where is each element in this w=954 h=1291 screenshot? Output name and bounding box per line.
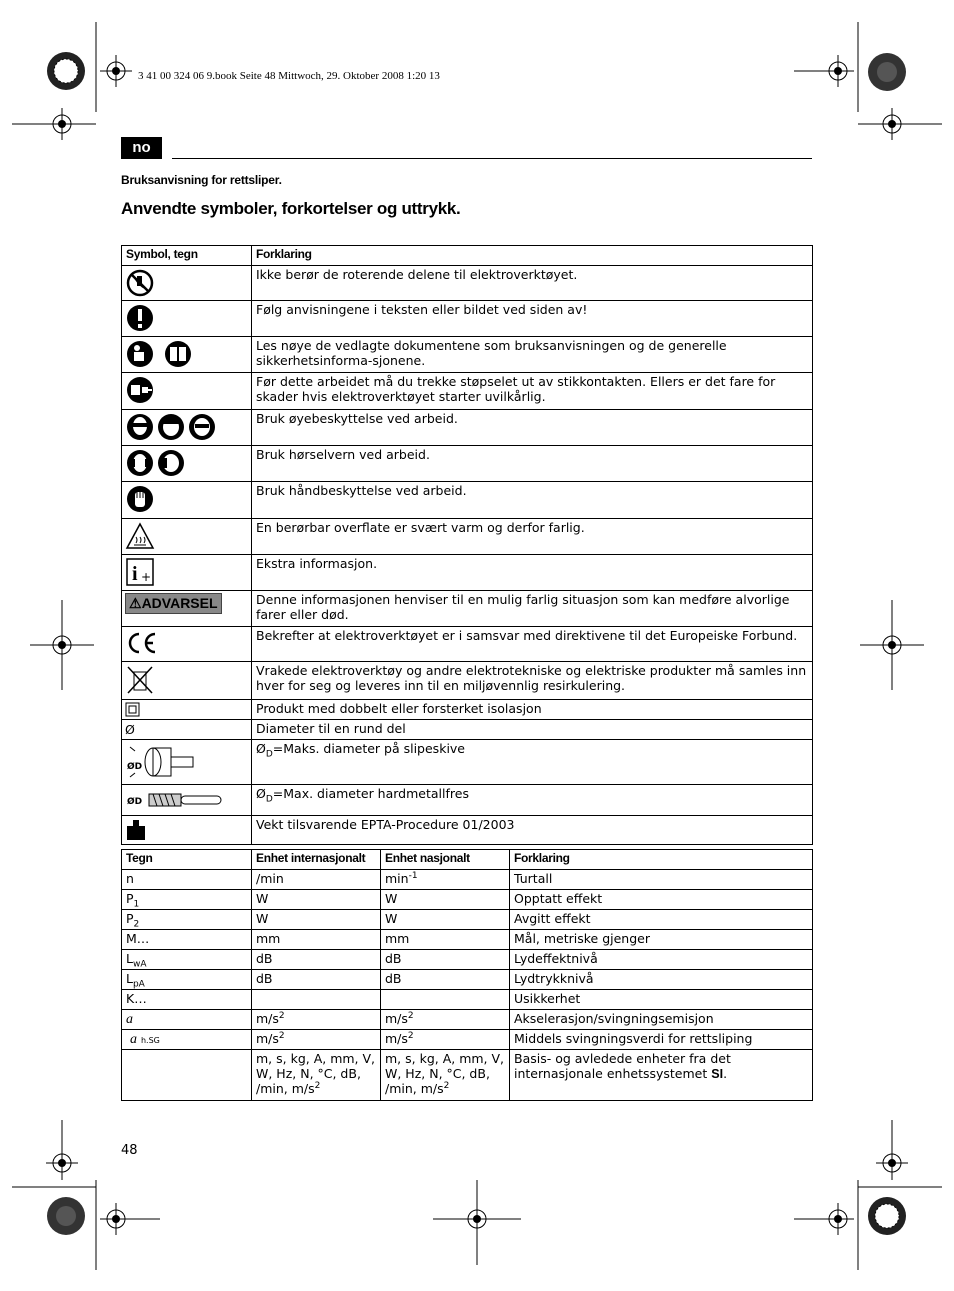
unplug-icon: [125, 375, 155, 405]
table-row: [122, 740, 813, 785]
sign-cell: a h.SG: [122, 1030, 252, 1050]
table-row: [122, 970, 813, 990]
international-unit-cell: W: [252, 910, 381, 930]
ce-mark-icon: [125, 629, 159, 657]
explanation-cell: Ikke berør de roterende delene til elektroverktøyet.: [252, 266, 813, 301]
explanation-cell: Bekrefter at elektroverktøyet er i samsvar med direktivene til det Europeiske Forbund.: [252, 627, 813, 662]
international-unit-cell: $m/s^2$: [252, 1030, 381, 1050]
table-row: [122, 1010, 813, 1030]
international-unit-cell: [252, 990, 381, 1010]
explanation-cell: Diameter til en rund del: [252, 720, 813, 740]
page-number: 48: [121, 1143, 138, 1158]
table-row: [122, 990, 813, 1010]
explanation-cell: Vrakede elektroverktøy og andre elektrotekniske og elektriske produkter må samles inn hver for seg og leveres inn til en miljøvennlig resirkulering.: [252, 662, 813, 700]
national-unit-cell: $m/s^2$: [381, 1030, 510, 1050]
exclamation-icon: [125, 303, 155, 333]
table-row: [122, 816, 813, 845]
column-header-national-unit: Enhet nasjonalt: [381, 850, 510, 870]
explanation-cell: Vekt tilsvarende EPTA-Procedure 01/2003: [252, 816, 813, 845]
national-unit-cell: dB: [381, 970, 510, 990]
table-row: [122, 482, 813, 519]
sign-cell: n: [122, 870, 252, 890]
column-header-explanation: Forklaring: [252, 246, 813, 266]
sign-cell: $L_{wA}$: [122, 950, 252, 970]
table-row: [122, 785, 813, 816]
symbols-table: [121, 245, 813, 845]
national-unit-cell: [381, 990, 510, 1010]
explanation-cell: Denne informasjonen henviser til en mulig farlig situasjon som kan medføre alvorlige farer eller død.: [252, 591, 813, 627]
warning-label: ⚠ADVARSEL: [125, 593, 222, 614]
sign-cell: $P_1$: [122, 890, 252, 910]
national-unit-cell: $\min^{-1}$: [381, 870, 510, 890]
document-subtitle: Bruksanvisning for rettsliper.: [121, 173, 282, 187]
international-unit-cell: W: [252, 890, 381, 910]
weee-bin-icon: [125, 664, 155, 696]
explanation-cell: Opptatt effekt: [510, 890, 813, 910]
explanation-cell: Akselerasjon/svingningsemisjon: [510, 1010, 813, 1030]
national-unit-cell: dB: [381, 950, 510, 970]
double-insulation-icon: [125, 702, 141, 717]
table-row: [122, 662, 813, 700]
table-row: [122, 301, 813, 337]
table-row: [122, 555, 813, 591]
explanation-cell: Bruk hørselvern ved arbeid.: [252, 446, 813, 482]
table-row: [122, 410, 813, 446]
column-header-sign: Tegn: [122, 850, 252, 870]
svg-text:i: i: [132, 563, 138, 585]
sign-cell: [122, 1050, 252, 1101]
svg-text:+: +: [141, 570, 152, 584]
international-unit-cell: dB: [252, 970, 381, 990]
language-badge: no: [121, 137, 162, 159]
national-unit-cell: m, s, kg, A, mm, V, W, Hz, N, °C, dB, /min, $m/s^2$: [381, 1050, 510, 1101]
explanation-cell: Lydeffektnivå: [510, 950, 813, 970]
explanation-cell: Basis- og avledede enheter fra det internasjonale enhetssystemet SI.: [510, 1050, 813, 1101]
explanation-cell: Turtall: [510, 870, 813, 890]
column-header-international-unit: Enhet internasjonalt: [252, 850, 381, 870]
national-unit-cell: W: [381, 890, 510, 910]
grinding-wheel-diameter-icon: [125, 742, 197, 782]
print-info-line: 3 41 00 324 06 9.book Seite 48 Mittwoch, 29. Oktober 2008 1:20 13: [138, 70, 440, 82]
carbide-cutter-diameter-icon: [125, 787, 223, 813]
hand-protection-icon: [125, 484, 155, 514]
hot-surface-icon: [125, 521, 155, 551]
table-row: [122, 266, 813, 301]
info-icon: [125, 557, 155, 587]
international-unit-cell: dB: [252, 950, 381, 970]
international-unit-cell: /min: [252, 870, 381, 890]
explanation-cell: Usikkerhet: [510, 990, 813, 1010]
header-rule: [172, 158, 812, 159]
explanation-cell: En berørbar overflate er svært varm og derfor farlig.: [252, 519, 813, 555]
explanation-cell: Avgitt effekt: [510, 910, 813, 930]
international-unit-cell: mm: [252, 930, 381, 950]
diameter-symbol: Ø: [122, 720, 252, 740]
section-title: Anvendte symboler, forkortelser og uttrykk.: [121, 199, 461, 218]
table-row: [122, 870, 813, 890]
sign-cell: M…: [122, 930, 252, 950]
explanation-cell: Bruk øyebeskyttelse ved arbeid.: [252, 410, 813, 446]
table-row: [122, 930, 813, 950]
explanation-cell: Les nøye de vedlagte dokumentene som bruksanvisningen og de generelle sikkerhetsinforma-sjonene.: [252, 337, 813, 373]
national-unit-cell: $m/s^2$: [381, 1010, 510, 1030]
table-row: [122, 373, 813, 410]
explanation-cell: Middels svingningsverdi for rettsliping: [510, 1030, 813, 1050]
international-unit-cell: m, s, kg, A, mm, V, W, Hz, N, °C, dB, /min, $m/s^2$: [252, 1050, 381, 1101]
svg-text:ØD: ØD: [127, 762, 143, 772]
explanation-cell: Lydtrykknivå: [510, 970, 813, 990]
svg-text:ØD: ØD: [127, 797, 143, 807]
column-header-symbol: Symbol, tegn: [122, 246, 252, 266]
table-row: [122, 910, 813, 930]
explanation-cell: Bruk håndbeskyttelse ved arbeid.: [252, 482, 813, 519]
explanation-cell: Mål, metriske gjenger: [510, 930, 813, 950]
table-row: [122, 950, 813, 970]
sign-cell: K…: [122, 990, 252, 1010]
table-row: [122, 720, 813, 740]
table-row: [122, 890, 813, 910]
units-table: [121, 849, 813, 1101]
table-row: [122, 1050, 813, 1101]
eye-protection-icon: [125, 412, 217, 442]
explanation-cell: Produkt med dobbelt eller forsterket isolasjon: [252, 700, 813, 720]
explanation-cell: Ekstra informasjon.: [252, 555, 813, 591]
sign-cell: $L_{pA}$: [122, 970, 252, 990]
explanation-cell: $Ø_D=Max$. diameter hardmetallfres: [252, 785, 813, 816]
no-touch-rotating-icon: [125, 268, 155, 298]
table-row: [122, 700, 813, 720]
table-row: [122, 446, 813, 482]
table-row: [122, 627, 813, 662]
explanation-cell: $Ø_D=Maks$. diameter på slipeskive: [252, 740, 813, 785]
explanation-cell: Følg anvisningene i teksten eller bildet ved siden av!: [252, 301, 813, 337]
national-unit-cell: W: [381, 910, 510, 930]
sign-cell: a: [122, 1010, 252, 1030]
column-header-explanation: Forklaring: [510, 850, 813, 870]
weight-icon: [125, 818, 147, 842]
national-unit-cell: mm: [381, 930, 510, 950]
sign-cell: $P_2$: [122, 910, 252, 930]
table-row: [122, 519, 813, 555]
table-row: [122, 591, 813, 627]
read-manual-icon: [125, 339, 197, 369]
explanation-cell: Før dette arbeidet må du trekke støpselet ut av stikkontakten. Ellers er det fare for skader hvis elektroverktøyet starter uvilkårlig.: [252, 373, 813, 410]
table-row: [122, 1030, 813, 1050]
ear-protection-icon: [125, 448, 187, 478]
international-unit-cell: $m/s^2$: [252, 1010, 381, 1030]
table-row: [122, 337, 813, 373]
